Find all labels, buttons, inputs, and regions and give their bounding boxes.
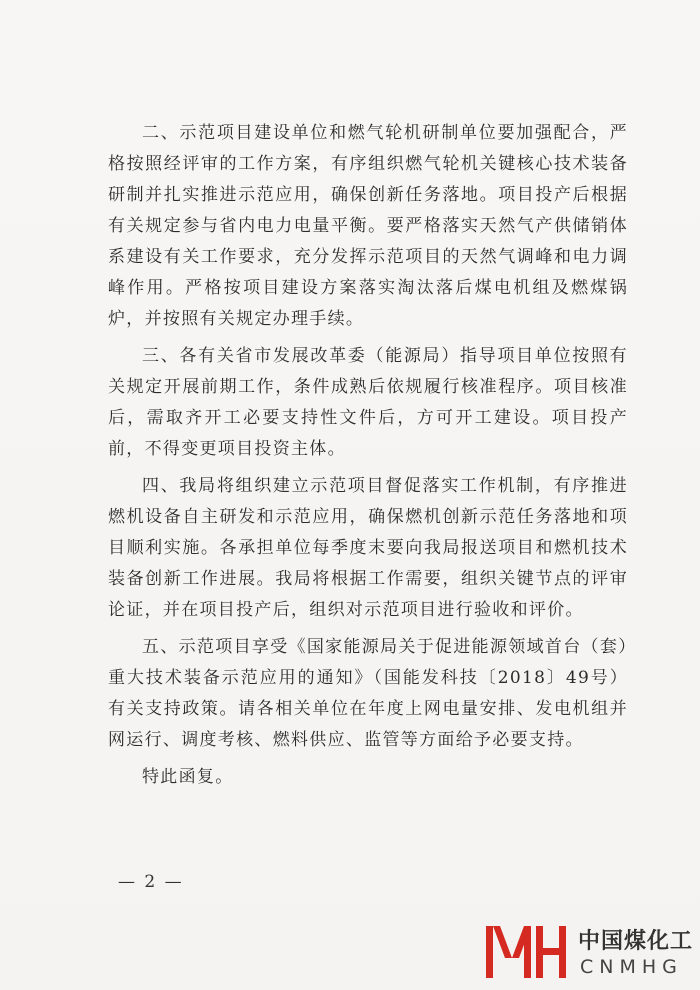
paragraph-section-4: 四、我局将组织建立示范项目督促落实工作机制，有序推进燃机设备自主研发和示范应用，确保燃机创新示范任务落地和项目顺利实施。各承担单位每季度末要向我局报送项目和燃机技术装备创新工作进展。我局将根据工作需要，组织关键节点的评审论证，并在项目投产后，组织对示范项目进行验收和评价。 (108, 476, 628, 620)
paragraph-section-3: 三、各有关省市发展改革委（能源局）指导项目单位按照有关规定开展前期工作，条件成熟后依规履行核准程序。项目核准后，需取齐开工必要支持性文件后，方可开工建设。项目投产前，不得变更项目投资主体。 (108, 346, 628, 459)
paragraph-closing: 特此函复。 (142, 767, 234, 787)
watermark-logo (484, 922, 696, 986)
cnmhg-logo-icon (484, 922, 572, 986)
page-number: — 2 — (118, 872, 184, 892)
logo-name-cn: 中国煤化工 (578, 929, 694, 954)
document-body (108, 118, 628, 793)
paragraph-section-2: 二、示范项目建设单位和燃气轮机研制单位要加强配合，严格按照经评审的工作方案，有序组织燃气轮机关键核心技术装备研制并扎实推进示范应用，确保创新任务落地。项目投产后根据有关规定参与省内电力电量平衡。要严格落实天然气产供储销体系建设有关工作要求，充分发挥示范项目的天然气调峰和电力调峰作用。严格按项目建设方案落实淘汰落后煤电机组及燃煤锅炉，并按照有关规定办理手续。 (108, 123, 628, 329)
paragraph-section-5: 五、示范项目享受《国家能源局关于促进能源领域首台（套）重大技术装备示范应用的通知》（国能发科技〔2018〕49号）有关支持政策。请各相关单位在年度上网电量安排、发电机组并网运行、调度考核、燃料供应、监管等方面给予必要支持。 (108, 637, 628, 750)
logo-name-en: CNMHG (580, 956, 683, 978)
